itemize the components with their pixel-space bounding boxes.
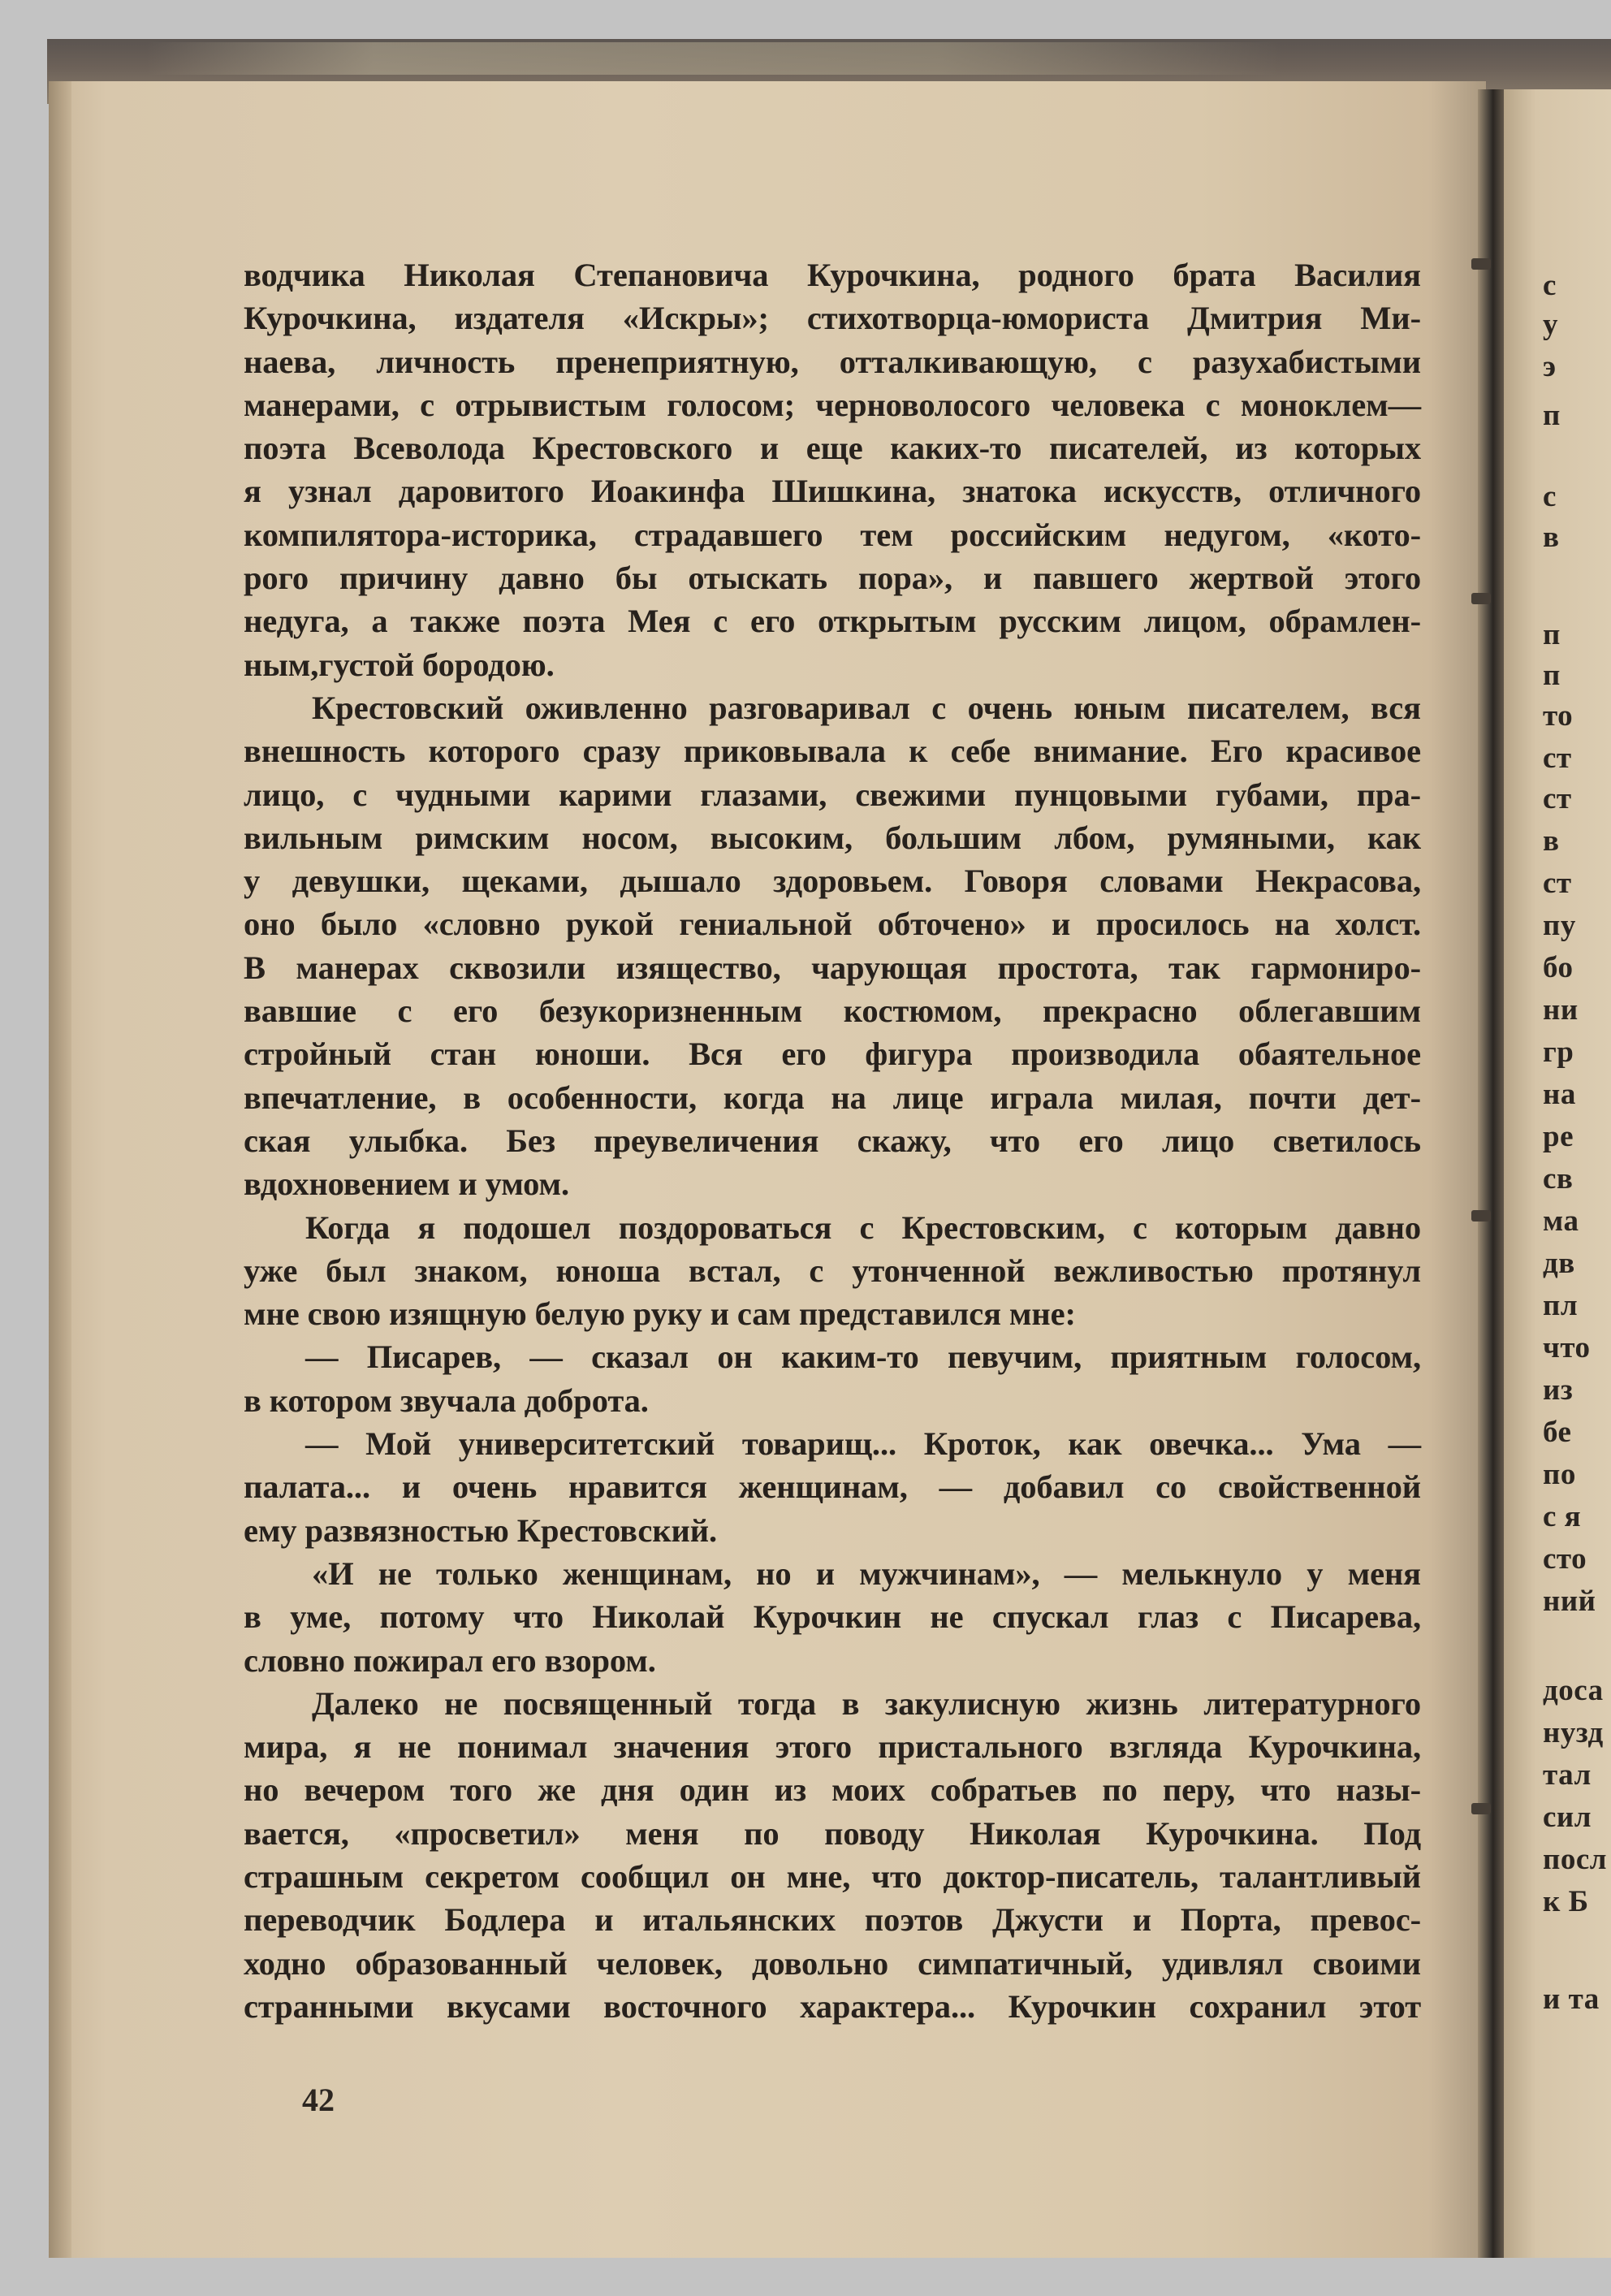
text-line: вильным римским носом, высоким, большим лбом, румяными, как xyxy=(244,819,1421,856)
page-tick-mark xyxy=(1471,1210,1491,1222)
text-line: поэта Всеволода Крестовского и еще каких-то писателей, из которых xyxy=(244,430,1421,467)
page-left-edge xyxy=(49,81,71,2258)
facing-page-fragment: что xyxy=(1543,1331,1591,1364)
text-line: переводчик Бодлера и итальянских поэтов Джусти и Порта, превос- xyxy=(244,1901,1421,1939)
page-tick-mark xyxy=(1471,1803,1491,1814)
facing-page-fragment: пл xyxy=(1543,1289,1579,1322)
text-line: страшным секретом сообщил он мне, что доктор-писатель, талантливый xyxy=(244,1857,1421,1895)
page-tick-mark xyxy=(1471,593,1491,604)
text-line: но вечером того же дня один из моих собратьев по перу, что назы- xyxy=(244,1771,1421,1809)
text-line: уже был знаком, юноша встал, с утонченной вежливостью протянул xyxy=(244,1252,1421,1289)
text-line: наева, личность пренеприятную, отталкивающую, с разухабистыми xyxy=(244,343,1421,380)
facing-page-fragment: с я xyxy=(1543,1500,1582,1533)
facing-page-fragment: ре xyxy=(1543,1120,1574,1153)
facing-page-fragment: из xyxy=(1543,1373,1574,1407)
text-line: впечатление, в особенности, когда на лице играла милая, почти дет- xyxy=(244,1079,1421,1116)
facing-page-fragment: с xyxy=(1543,480,1557,513)
facing-page-fragment: п xyxy=(1543,618,1561,651)
text-line: В манерах сквозили изящество, чарующая простота, так гармониро- xyxy=(244,949,1421,986)
facing-page-fragment: ст xyxy=(1543,867,1572,900)
facing-page-fragment: дв xyxy=(1543,1247,1575,1280)
facing-page-fragment: посл xyxy=(1543,1843,1607,1876)
facing-page-fragment: ма xyxy=(1543,1204,1579,1238)
text-line: мне свою изящную белую руку и сам представился мне: xyxy=(244,1295,1076,1333)
facing-page-fragment: э xyxy=(1543,350,1557,383)
facing-page-fragment: у xyxy=(1543,308,1558,341)
text-line: у девушки, щеками, дышало здоровьем. Говоря словами Некрасова, xyxy=(244,863,1421,900)
facing-page-fragment: пу xyxy=(1543,909,1576,942)
text-line: водчика Николая Степановича Курочкина, родного брата Василия xyxy=(244,257,1421,293)
text-line: компилятора-историка, страдавшего тем российским недугом, «кото- xyxy=(244,516,1421,553)
text-line: ным,густой бородою. xyxy=(244,646,555,683)
text-line: — Писарев, — сказал он каким-то певучим, приятным голосом, xyxy=(305,1338,1421,1376)
text-line: странными вкусами восточного характера... Курочкин сохранил этот xyxy=(244,1987,1421,2025)
facing-page-fragment: св xyxy=(1543,1162,1574,1196)
facing-page-fragment: в xyxy=(1543,521,1560,554)
text-line: словно пожирал его взором. xyxy=(244,1641,656,1679)
text-line: внешность которого сразу приковывала к себе внимание. Его красивое xyxy=(244,733,1421,770)
text-line: Курочкина, издателя «Искры»; стихотворца-юмориста Дмитрия Ми- xyxy=(244,300,1421,337)
text-line: ская улыбка. Без преувеличения скажу, что его лицо светилось xyxy=(244,1122,1421,1159)
text-line: в уме, потому что Николай Курочкин не спускал глаз с Писарева, xyxy=(244,1598,1421,1636)
text-line: Когда я подошел поздороваться с Крестовским, с которым давно xyxy=(305,1209,1421,1246)
facing-page-fragment: п xyxy=(1543,399,1561,432)
facing-page-fragment: к Б xyxy=(1543,1885,1589,1918)
facing-page-fragment: на xyxy=(1543,1078,1576,1111)
facing-page-fragment: ст xyxy=(1543,742,1572,775)
text-line: Далеко не посвященный тогда в закулисную жизнь литературного xyxy=(312,1684,1421,1722)
text-line: в котором звучала доброта. xyxy=(244,1381,649,1419)
facing-page-fragment: нузд xyxy=(1543,1716,1604,1749)
facing-page-fragment: тал xyxy=(1543,1758,1592,1792)
facing-page-fragment: гр xyxy=(1543,1036,1574,1069)
text-line: палата... и очень нравится женщинам, — добавил со свойственной xyxy=(244,1468,1421,1506)
facing-page-fragment: с xyxy=(1543,269,1557,302)
text-line: рого причину давно бы отыскать пора», и павшего жертвой этого xyxy=(244,560,1421,597)
facing-page-fragment: ст xyxy=(1543,782,1572,815)
text-line: вавшие с его безукоризненным костюмом, прекрасно облегавшим xyxy=(244,992,1421,1030)
text-line: недуга, а также поэта Мея с его открытым русским лицом, обрамлен- xyxy=(244,603,1421,640)
text-line: ему развязностью Крестовский. xyxy=(244,1511,717,1549)
book-spine-gutter xyxy=(1478,89,1505,2258)
facing-page-fragment: бе xyxy=(1543,1416,1572,1449)
text-line: ходно образованный человек, довольно симпатичный, удивлял своими xyxy=(244,1944,1421,1982)
text-line: я узнал даровитого Иоакинфа Шишкина, знатока искусств, отличного xyxy=(244,473,1421,510)
facing-page-fragment: доса xyxy=(1543,1674,1604,1707)
facing-page-fragment: в xyxy=(1543,824,1560,858)
facing-page-fragment: сто xyxy=(1543,1542,1587,1576)
text-line: «И не только женщинам, но и мужчинам», — мелькнуло у меня xyxy=(312,1554,1421,1592)
facing-page-fragment: п xyxy=(1543,659,1561,692)
page-body-text xyxy=(244,253,1421,2028)
text-line: оно было «словно рукой гениальной обточено» и просилось на холст. xyxy=(244,906,1421,943)
facing-page-fragment: ни xyxy=(1543,993,1579,1027)
text-line: вается, «просветил» меня по поводу Николая Курочкина. Под xyxy=(244,1814,1421,1852)
text-line: — Мой университетский товарищ... Кроток, как овечка... Ума — xyxy=(305,1425,1421,1463)
book-top-edge-highlight xyxy=(146,42,1283,75)
facing-page-fragment: по xyxy=(1543,1458,1576,1491)
text-line: манерами, с отрывистым голосом; черноволосого человека с моноклем— xyxy=(244,386,1421,423)
text-line: стройный стан юноши. Вся его фигура производила обаятельное xyxy=(244,1036,1421,1073)
facing-page-fragment: сил xyxy=(1543,1801,1592,1834)
text-line: лицо, с чудными карими глазами, свежими пунцовыми губами, пра- xyxy=(244,776,1421,813)
page-tick-mark xyxy=(1471,258,1491,270)
facing-page-fragment: и та xyxy=(1543,1983,1600,2016)
text-line: мира, я не понимал значения этого пристального взгляда Курочкина, xyxy=(244,1728,1421,1766)
facing-page-fragment: то xyxy=(1543,699,1574,733)
text-line: вдохновением и умом. xyxy=(244,1165,570,1203)
text-line: Крестовский оживленно разговаривал с очень юным писателем, вся xyxy=(312,689,1421,726)
facing-page-fragment: ний xyxy=(1543,1585,1596,1618)
page-number: 42 xyxy=(302,2082,335,2118)
facing-page-fragment: бо xyxy=(1543,951,1574,984)
